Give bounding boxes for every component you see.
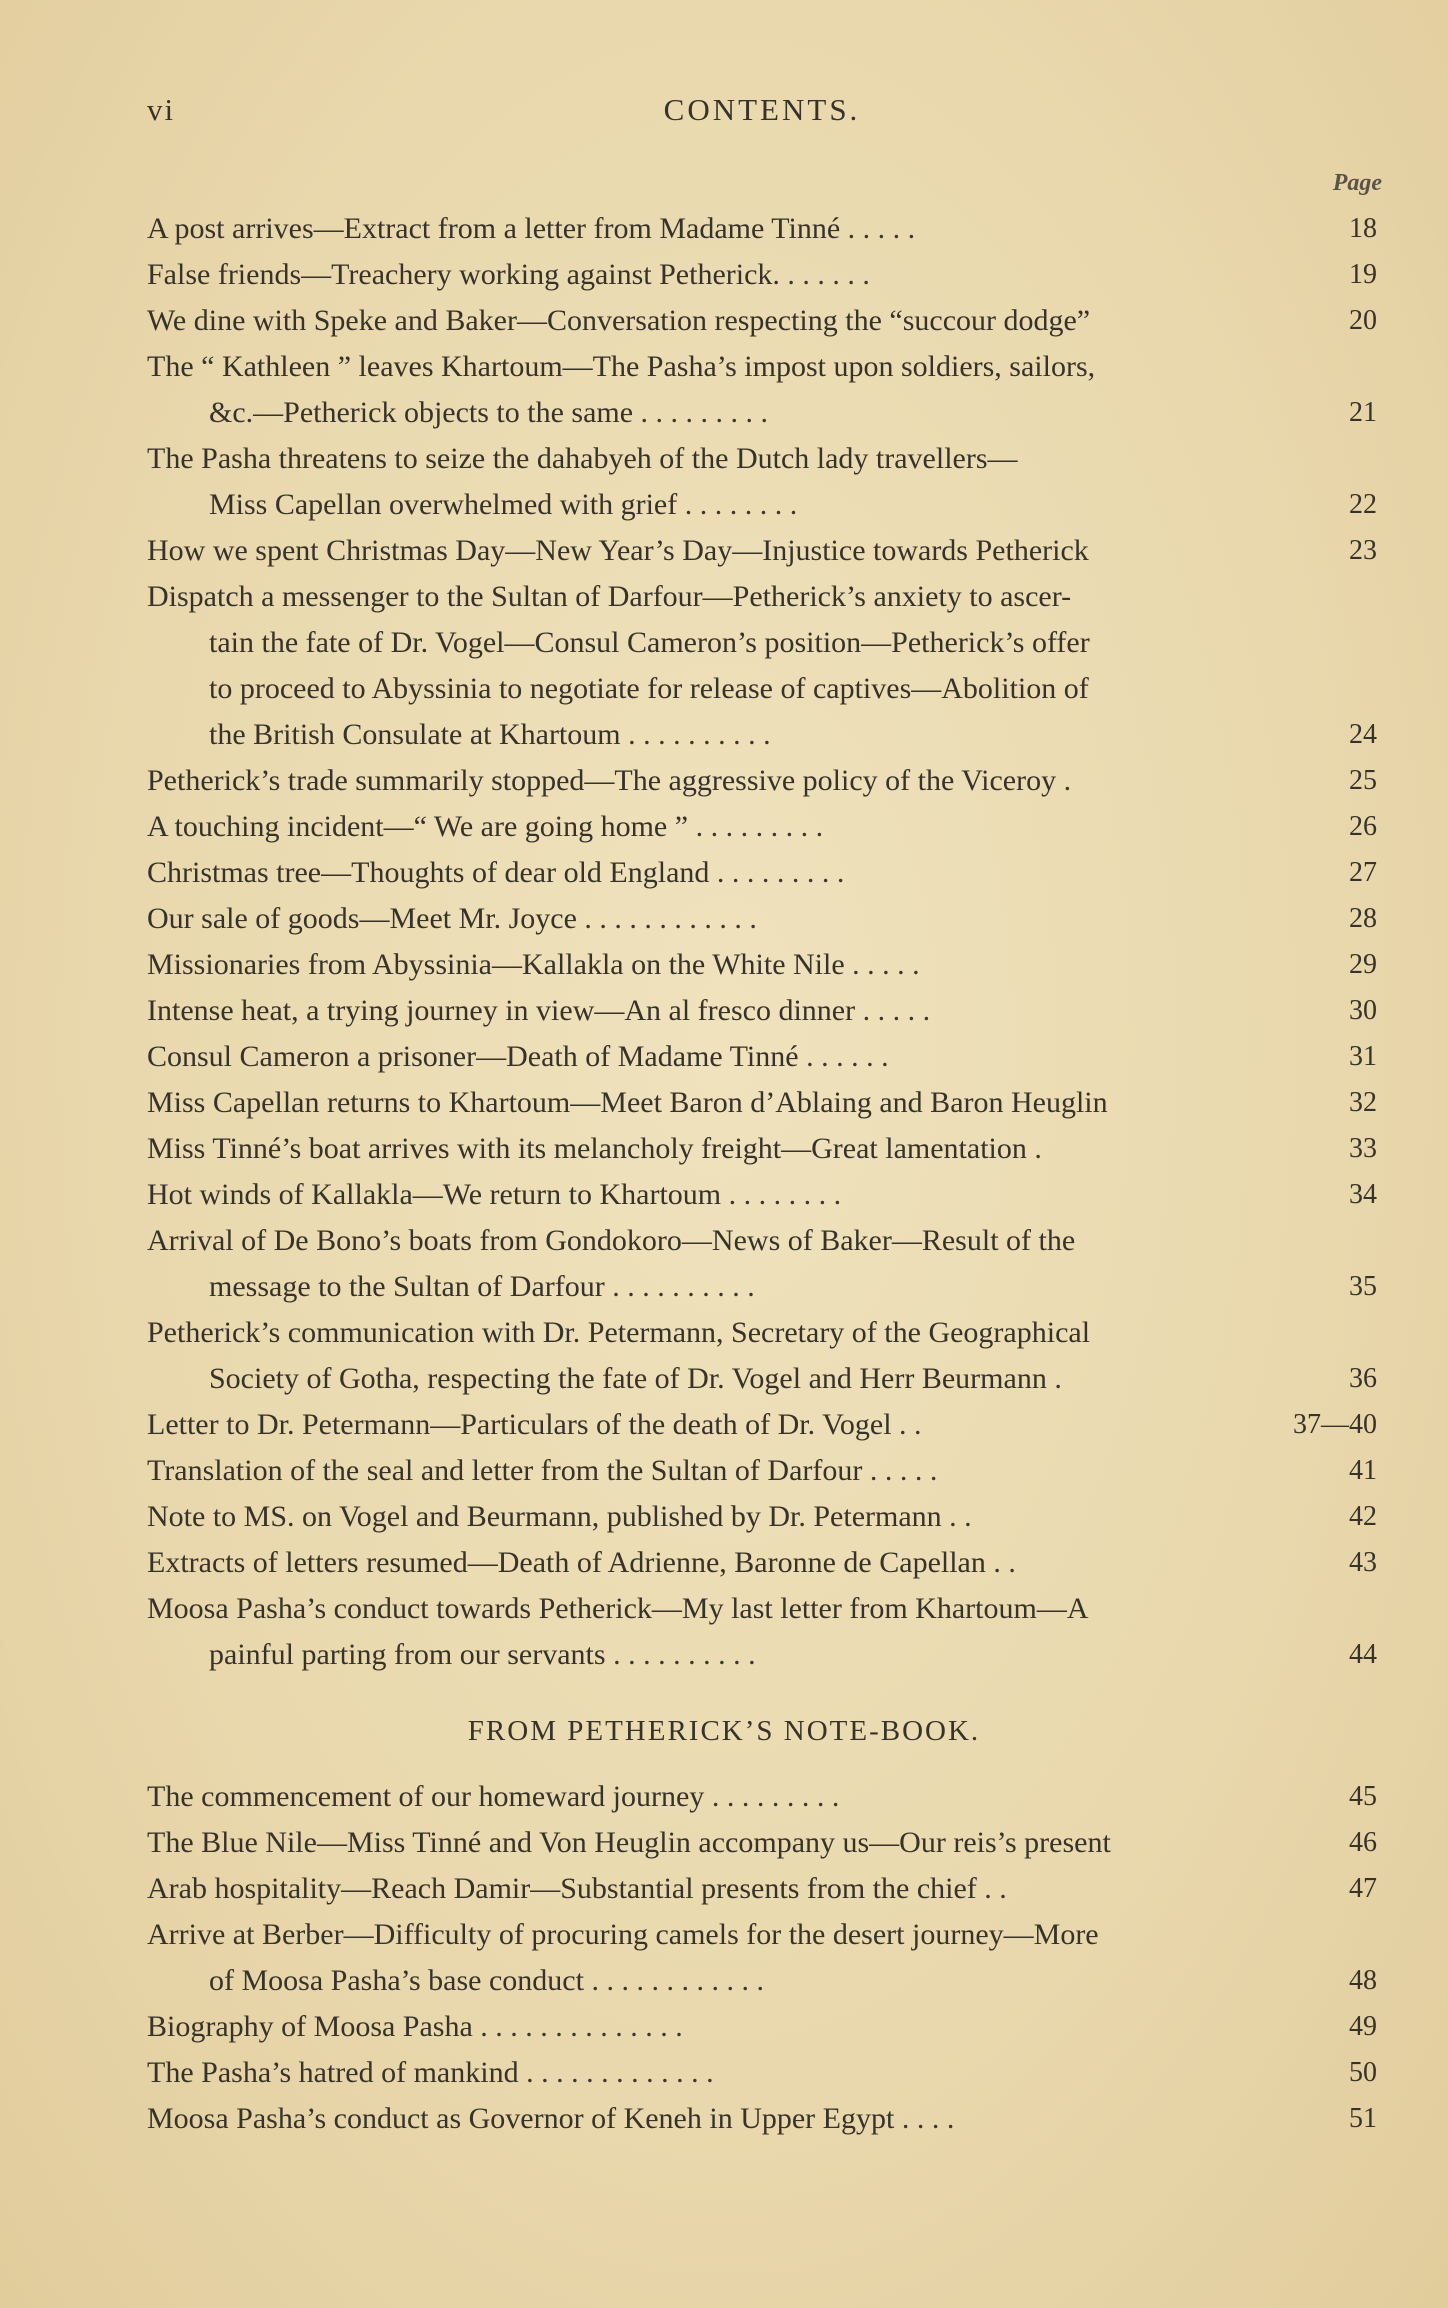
entry-page-number: 45: [1349, 1781, 1377, 1812]
entry-text-line: Christmas tree—Thoughts of dear old England . . . . . . . . .: [147, 856, 845, 889]
entry-page-number: 41: [1349, 1455, 1377, 1486]
entry-text-line: Note to MS. on Vogel and Beurmann, published by Dr. Petermann . .: [147, 1500, 972, 1533]
leader-dots: . . . . . . . . . . . .: [591, 1964, 764, 1997]
entry-text-line: Translation of the seal and letter from the Sultan of Darfour . . . . .: [147, 1454, 938, 1487]
entry-text-line: A post arrives—Extract from a letter from Madame Tinné . . . . .: [147, 212, 916, 245]
entry-page-number: 36: [1349, 1363, 1377, 1394]
leader-dots: . . . . . . . . . . . .: [541, 2056, 714, 2089]
entry-text-line: tain the fate of Dr. Vogel—Consul Cameron’s position—Petherick’s offer: [209, 626, 1090, 659]
entry-page-number: 43: [1349, 1547, 1377, 1578]
entry-text-line: Miss Capellan returns to Khartoum—Meet Baron d’Ablaing and Baron Heuglin: [147, 1086, 1108, 1119]
leader-dots: . . . . . .: [806, 1040, 889, 1073]
entry-page-number: 33: [1349, 1133, 1377, 1164]
entry-page-number: 25: [1349, 765, 1377, 796]
entry-text-line: Moosa Pasha’s conduct towards Petherick—My last letter from Khartoum—A: [147, 1592, 1089, 1625]
entry-page-number: 29: [1349, 949, 1377, 980]
entry-text-line: The “ Kathleen ” leaves Khartoum—The Pasha’s impost upon soldiers, sailors,: [147, 350, 1096, 383]
leader-dots: . . . . .: [862, 994, 931, 1027]
entry-page-number: 24: [1349, 719, 1377, 750]
contents-list: [147, 206, 1377, 1678]
entry-text-line: How we spent Christmas Day—New Year’s Day—Injustice towards Petherick: [147, 534, 1089, 567]
contents-entry: [147, 1402, 1377, 1448]
entry-page-number: 22: [1349, 489, 1377, 520]
contents-entry: [147, 1540, 1377, 1586]
entry-text-line: A touching incident—“ We are going home ” . . . . . . . . .: [147, 810, 824, 843]
entry-page-number: 26: [1349, 811, 1377, 842]
leader-dots: . . . . .: [852, 948, 920, 981]
contents-entry: [147, 1448, 1377, 1494]
entry-text-line: Petherick’s trade summarily stopped—The aggressive policy of the Viceroy .: [147, 764, 1072, 797]
entry-text-line: Miss Tinné’s boat arrives with its melancholy freight—Great lamentation .: [147, 1132, 1042, 1165]
entry-page-number: 19: [1349, 259, 1377, 290]
entry-page-number: 32: [1349, 1087, 1377, 1118]
entry-page-number: 48: [1349, 1965, 1377, 1996]
notebook-contents-list: [147, 1774, 1377, 2142]
entry-page-number: 51: [1349, 2103, 1377, 2134]
contents-entry: [147, 252, 1377, 298]
contents-entry: [147, 1310, 1377, 1402]
entry-text-line: Arab hospitality—Reach Damir—Substantial presents from the chief . .: [147, 1872, 1007, 1905]
entry-text-line: Biography of Moosa Pasha . . . . . . . . . . . . . .: [147, 2010, 683, 2043]
entry-page-number: 47: [1349, 1873, 1377, 1904]
leader-dots: .: [1008, 1546, 1016, 1579]
leader-dots: . . . . .: [847, 212, 916, 245]
entry-text-line: message to the Sultan of Darfour . . . . . . . . . .: [209, 1270, 755, 1303]
contents-entry: [147, 2050, 1377, 2096]
leader-dots: . . . . . . . . . .: [628, 718, 771, 751]
entry-page-number: 46: [1349, 1827, 1377, 1858]
page-number: vi: [147, 92, 176, 127]
entry-page-number: 31: [1349, 1041, 1377, 1072]
contents-entry: [147, 298, 1377, 344]
entry-text-line: of Moosa Pasha’s base conduct . . . . . . . . . . . .: [209, 1964, 764, 1997]
leader-dots: . . . . .: [869, 1454, 938, 1487]
entry-text-line: Arrival of De Bono’s boats from Gondokoro—News of Baker—Result of the: [147, 1224, 1076, 1257]
contents-entry: [147, 206, 1377, 252]
leader-dots: . .: [984, 1872, 1007, 1905]
leader-dots: .: [1034, 1132, 1042, 1165]
entry-text-line: The Pasha threatens to seize the dahabyeh of the Dutch lady travellers—: [147, 442, 1018, 475]
entry-text-line: The Pasha’s hatred of mankind . . . . . . . . . . . . .: [147, 2056, 714, 2089]
contents-entry: [147, 436, 1377, 528]
leader-dots: .: [1063, 764, 1072, 797]
contents-entry: [147, 988, 1377, 1034]
contents-entry: [147, 804, 1377, 850]
entry-text-line: Extracts of letters resumed—Death of Adrienne, Baronne de Capellan . .: [147, 1546, 1016, 1579]
leader-dots: . . . . . . . . .: [640, 396, 769, 429]
entry-text-line: &c.—Petherick objects to the same . . . . . . . . .: [209, 396, 769, 429]
entry-page-number: 21: [1349, 397, 1377, 428]
contents-entry: [147, 1912, 1377, 2004]
leader-dots: . . . . . . . . . . . . .: [495, 2010, 683, 2043]
entry-text-line: Letter to Dr. Petermann—Particulars of the death of Dr. Vogel . .: [147, 1408, 922, 1441]
contents-entry: [147, 344, 1377, 436]
contents-entry: [147, 528, 1377, 574]
section-heading: FROM PETHERICK’S NOTE-BOOK.: [467, 1715, 981, 1747]
entry-page-number: 28: [1349, 903, 1377, 934]
leader-dots: . . . . . .: [787, 258, 870, 291]
entry-text-line: the British Consulate at Khartoum . . . . . . . . . .: [209, 718, 771, 751]
entry-text-line: The Blue Nile—Miss Tinné and Von Heuglin accompany us—Our reis’s present: [147, 1826, 1111, 1859]
contents-entry: [147, 1820, 1377, 1866]
contents-entry: [147, 1172, 1377, 1218]
leader-dots: . . . . . . . . . .: [612, 1270, 755, 1303]
entry-page-number: 37—40: [1293, 1409, 1377, 1440]
entry-text-line: Our sale of goods—Meet Mr. Joyce . . . . . . . . . . . .: [147, 902, 757, 935]
entry-page-number: 50: [1349, 2057, 1377, 2088]
contents-entry: [147, 1218, 1377, 1310]
leader-dots: . . . . . . . .: [728, 1178, 842, 1211]
contents-entry: [147, 942, 1377, 988]
page-title: CONTENTS.: [663, 92, 861, 127]
entry-text-line: to proceed to Abyssinia to negotiate for release of captives—Abolition of: [209, 672, 1089, 705]
leader-dots: . . . . . . . .: [684, 488, 798, 521]
leader-dots: . . . . . . . . . .: [613, 1638, 756, 1671]
contents-entry: [147, 850, 1377, 896]
contents-entry: [147, 896, 1377, 942]
leader-dots: . . . .: [901, 2102, 955, 2135]
leader-dots: .: [1054, 1362, 1062, 1395]
page-column-label: Page: [1332, 170, 1382, 196]
entry-text-line: Consul Cameron a prisoner—Death of Madame Tinné . . . . . .: [147, 1040, 889, 1073]
contents-entry: [147, 2096, 1377, 2142]
entry-page-number: 18: [1349, 213, 1377, 244]
leader-dots: . . . . . . . . .: [711, 1780, 840, 1813]
entry-page-number: 49: [1349, 2011, 1377, 2042]
entry-text-line: Arrive at Berber—Difficulty of procuring camels for the desert journey—More: [147, 1918, 1099, 1951]
contents-entry: [147, 1774, 1377, 1820]
entry-page-number: 23: [1349, 535, 1377, 566]
contents-entry: [147, 1586, 1377, 1678]
entry-page-number: 30: [1349, 995, 1377, 1026]
entry-page-number: 42: [1349, 1501, 1377, 1532]
entry-text-line: Hot winds of Kallakla—We return to Khartoum . . . . . . . .: [147, 1178, 842, 1211]
entry-text-line: False friends—Treachery working against Petherick. . . . . . .: [147, 258, 870, 291]
leader-dots: . .: [899, 1408, 922, 1441]
leader-dots: . . . . . . . .: [731, 856, 845, 889]
entry-page-number: 44: [1349, 1639, 1377, 1670]
leader-dots: . . . . . . . . .: [695, 810, 824, 843]
contents-entry: [147, 1494, 1377, 1540]
entry-text-line: Missionaries from Abyssinia—Kallakla on the White Nile . . . . .: [147, 948, 920, 981]
contents-entry: [147, 2004, 1377, 2050]
entry-text-line: painful parting from our servants . . . . . . . . . .: [209, 1638, 756, 1671]
entry-text-line: Intense heat, a trying journey in view—An al fresco dinner . . . . .: [147, 994, 931, 1027]
contents-entry: [147, 574, 1377, 758]
contents-entry: [147, 1080, 1377, 1126]
entry-text-line: Society of Gotha, respecting the fate of Dr. Vogel and Herr Beurmann .: [209, 1362, 1062, 1395]
entry-text-line: Petherick’s communication with Dr. Petermann, Secretary of the Geographical: [147, 1316, 1091, 1349]
leader-dots: . . . . . . . . . . . .: [584, 902, 757, 935]
entry-page-number: 34: [1349, 1179, 1377, 1210]
entry-text-line: Moosa Pasha’s conduct as Governor of Keneh in Upper Egypt . . . .: [147, 2102, 955, 2135]
running-head: [147, 92, 1377, 132]
entry-page-number: 20: [1349, 305, 1377, 336]
entry-text-line: The commencement of our homeward journey . . . . . . . . .: [147, 1780, 840, 1813]
contents-entry: [147, 758, 1377, 804]
entry-text-line: Dispatch a messenger to the Sultan of Darfour—Petherick’s anxiety to ascer-: [147, 580, 1072, 613]
entry-page-number: 27: [1349, 857, 1377, 888]
entry-page-number: 35: [1349, 1271, 1377, 1302]
entry-text-line: Miss Capellan overwhelmed with grief . . . . . . . .: [209, 488, 798, 521]
contents-entry: [147, 1034, 1377, 1080]
contents-entry: [147, 1126, 1377, 1172]
entry-text-line: We dine with Speke and Baker—Conversation respecting the “succour dodge”: [147, 304, 1091, 337]
leader-dots: . .: [949, 1500, 972, 1533]
contents-entry: [147, 1866, 1377, 1912]
